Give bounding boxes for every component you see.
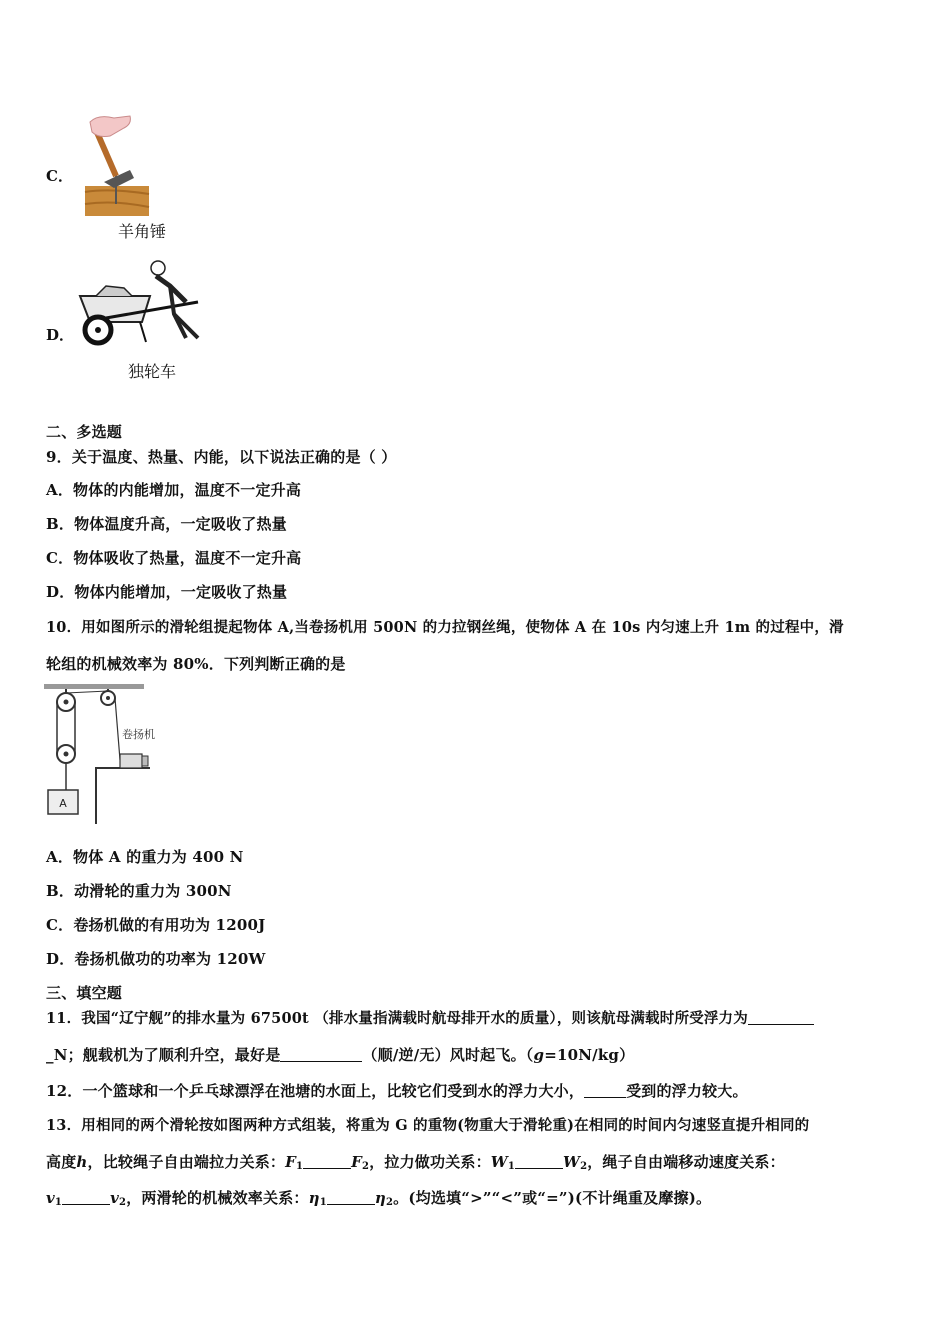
q13-f2-symbol: F (351, 1153, 363, 1171)
q12-line (46, 1080, 748, 1101)
q10-stem-line2: 轮组的机械效率为 80%．下列判断正确的是 (46, 655, 346, 673)
q9-stem: 9．关于温度、热量、内能，以下说法正确的是（ ） (46, 448, 397, 466)
q13-eta2-symbol: η (374, 1189, 386, 1207)
q11-line2-b: （顺/逆/无）风时起飞。（ (362, 1046, 534, 1064)
q13-line3-b: 。(均选填“>”“<”或“=”)(不计绳重及摩擦)。 (393, 1189, 712, 1207)
q9-option-a: A．物体的内能增加，温度不一定升高 (46, 481, 302, 499)
q11-blank-2[interactable] (280, 1047, 362, 1062)
q12-text-a: 12．一个篮球和一个乒乓球漂浮在池塘的水面上，比较它们受到水的浮力大小， (46, 1082, 585, 1100)
wheelbarrow-image (76, 256, 206, 348)
q13-eta-sub1: 1 (319, 1197, 327, 1208)
q9-option-d: D．物体内能增加，一定吸收了热量 (46, 583, 288, 601)
q13-h-symbol: h (76, 1153, 88, 1171)
q13-blank-v[interactable] (62, 1190, 110, 1205)
claw-hammer-image (80, 112, 155, 220)
q11-line2-a: _N；舰载机为了顺利升空，最好是 (46, 1046, 281, 1064)
q13-line3-a: ，两滑轮的机械效率关系： (126, 1189, 309, 1207)
q13-line2 (46, 1151, 785, 1172)
q9-option-b: B．物体温度升高，一定吸收了热量 (46, 515, 287, 533)
q13-line3 (46, 1187, 711, 1208)
q10-option-a: A．物体 A 的重力为 400 N (46, 848, 244, 866)
q11-g-symbol: g (533, 1046, 545, 1064)
q13-v2-symbol: v (110, 1189, 120, 1207)
q13-w-sub2: 2 (580, 1161, 588, 1172)
q13-w-symbol: W (490, 1153, 508, 1171)
q13-eta-sub2: 2 (385, 1197, 394, 1208)
block-a-label: A (59, 797, 67, 810)
option-c-letter: C． (46, 167, 73, 185)
q13-line2-a: 高度 (46, 1153, 77, 1171)
q13-line2-b: ，比较绳子自由端拉力关系： (87, 1153, 286, 1171)
q13-w2-symbol: W (563, 1153, 581, 1171)
q13-blank-f[interactable] (303, 1154, 351, 1169)
q13-line1: 13．用相同的两个滑轮按如图两种方式组装，将重为 G 的重物(物重大于滑轮重)在相同的时间内匀速竖直提升相同的 (46, 1117, 810, 1134)
q13-line2-d: ，绳子自由端移动速度关系： (587, 1153, 785, 1171)
q13-v-sub1: 1 (54, 1197, 63, 1208)
q10-option-d: D．卷扬机做功的功率为 120W (46, 950, 266, 968)
q13-f-symbol: F (285, 1153, 296, 1171)
q11-line2-c: =10N/kg） (544, 1046, 635, 1064)
q12-text-b: 受到的浮力较大。 (626, 1082, 748, 1100)
q9-option-c: C．物体吸收了热量，温度不一定升高 (46, 549, 302, 567)
q10-stem-line1: 10．用如图所示的滑轮组提起物体 A,当卷扬机用 500N 的力拉钢丝绳，使物体 A 在 10s 内匀速上升 1m 的过程中，滑 (46, 619, 844, 636)
section-title-multiple-choice: 二、多选题 (46, 423, 123, 441)
option-c-caption: 羊角锤 (118, 222, 167, 241)
q13-v-sub2: 2 (119, 1197, 127, 1208)
q11-line1 (46, 1007, 814, 1028)
q12-blank[interactable] (584, 1083, 626, 1098)
pulley-system-figure (44, 682, 170, 827)
q11-blank-1[interactable] (748, 1010, 814, 1025)
q13-eta-symbol: η (308, 1189, 320, 1207)
q11-line2 (46, 1044, 634, 1065)
option-d-caption: 独轮车 (128, 362, 177, 381)
q10-option-b: B．动滑轮的重力为 300N (46, 882, 232, 900)
q13-line2-c: ，拉力做功关系： (369, 1153, 491, 1171)
q11-line1-text: 11．我国“辽宁舰”的排水量为 67500t （排水量指满载时航母排开水的质量），则该航母满载时所受浮力为 (46, 1010, 748, 1027)
q13-w-sub1: 1 (507, 1161, 516, 1172)
q13-v-symbol: v (46, 1189, 55, 1207)
q13-f-sub1: 1 (295, 1161, 304, 1172)
q13-blank-eta[interactable] (327, 1190, 375, 1205)
q10-option-c: C．卷扬机做的有用功为 1200J (46, 916, 266, 934)
q13-f-sub2: 2 (362, 1161, 370, 1172)
q13-blank-w[interactable] (515, 1154, 563, 1169)
winch-label: 卷扬机 (122, 728, 155, 741)
option-d-letter: D． (46, 326, 75, 344)
section-title-fill-in: 三、填空题 (46, 984, 123, 1002)
